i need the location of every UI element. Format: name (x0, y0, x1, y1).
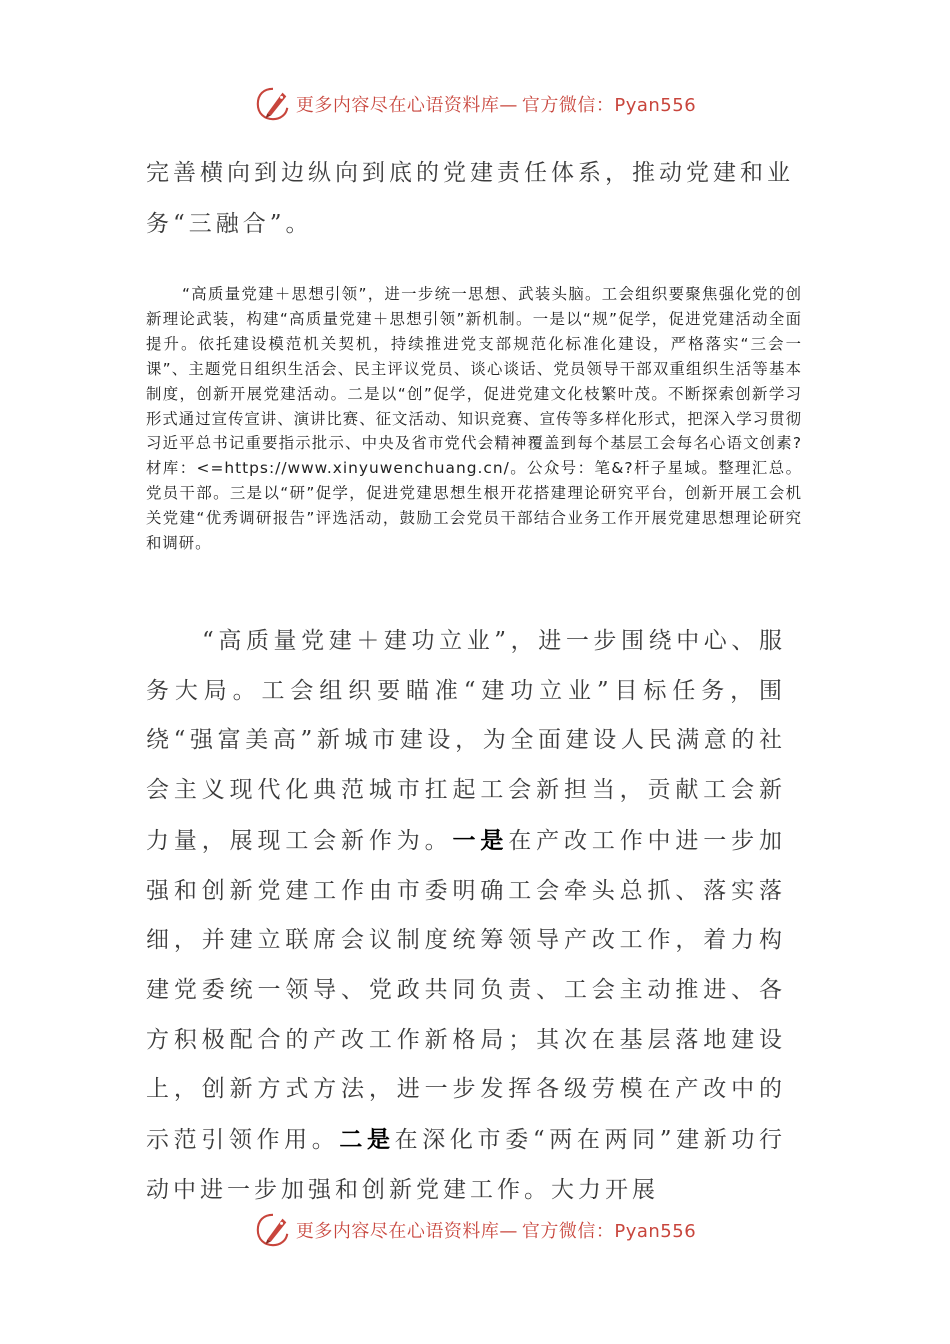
bold-marker-first: 一是 (452, 826, 509, 854)
paragraph-text: 在产改工作中进一步加强和创新党建工作由市委明确工会牵头总抓、落实落细，并建立联席会议制度统筹领导产改工作，着力构建党委统一领导、党政共同负责、工会主动推进、各方积极配合的产改工作新格局；其次在基层落地建设上，创新方式方法，进一步发挥各级劳模在产改中的示范引领作用。 (146, 827, 787, 1154)
pen-nib-logo-icon (254, 85, 292, 123)
banner-text: 更多内容尽在心语资料库— 官方微信：Pyan556 (295, 1221, 697, 1242)
pen-nib-logo-icon (254, 1211, 292, 1249)
lead-paragraph: 完善横向到边纵向到底的党建责任体系，推动党建和业务“三融合”。 (146, 160, 794, 237)
thought-guidance-paragraph: “高质量党建＋思想引领”，进一步统一思想、武装头脑。工会组织要聚焦强化党的创新理论武装，构建“高质量党建＋思想引领”新机制。一是以“规”促学，促进党建活动全面提升。依托建设模范机关契机，持续推进党支部规范化标准化建设，严格落实“三会一课”、主题党日组织生活会、民主评议党员、谈心谈话、党员领导干部双重组织生活等基本制度，创新开展党建活动。二是以“创”促学，促进党建文化枝繁叶茂。不断探索创新学习形式通过宣传宣讲、演讲比赛、征文活动、知识竞赛、宣传等多样化形式，把深入学习贯彻习近平总书记重要指示批示、中央及省市党代会精神覆盖到每个基层工会每名心语文创素?材库：<=https://www.xinyuwenchuang.cn/。公众号：笔&?杆子星域。整理汇总。党员干部。三是以“研”促学，促进党建思想生根开花搭建理论研究平台，创新开展工会机关党建“优秀调研报告”评选活动，鼓励工会党员干部结合业务工作开展党建思想理论研究和调研。 (146, 285, 802, 553)
banner-text: 更多内容尽在心语资料库— 官方微信：Pyan556 (295, 95, 697, 116)
header-watermark-banner (0, 82, 950, 126)
paragraph-text: “高质量党建＋建功立业”，进一步围绕中心、服务大局。工会组织要瞄准“建功立业”目标任务，围绕“强富美高”新城市建设，为全面建设人民满意的社会主义现代化典范城市扛起工会新担当，贡献工会新力量，展现工会新作为。 (146, 628, 786, 854)
bold-marker-second: 二是 (339, 1126, 395, 1154)
footer-watermark-banner (0, 1208, 950, 1252)
achievement-paragraph (146, 617, 786, 1215)
paragraph-text: 在深化市委“两在两同”建新功行动中进一步加强和创新党建工作。大力开展 (146, 1127, 786, 1203)
